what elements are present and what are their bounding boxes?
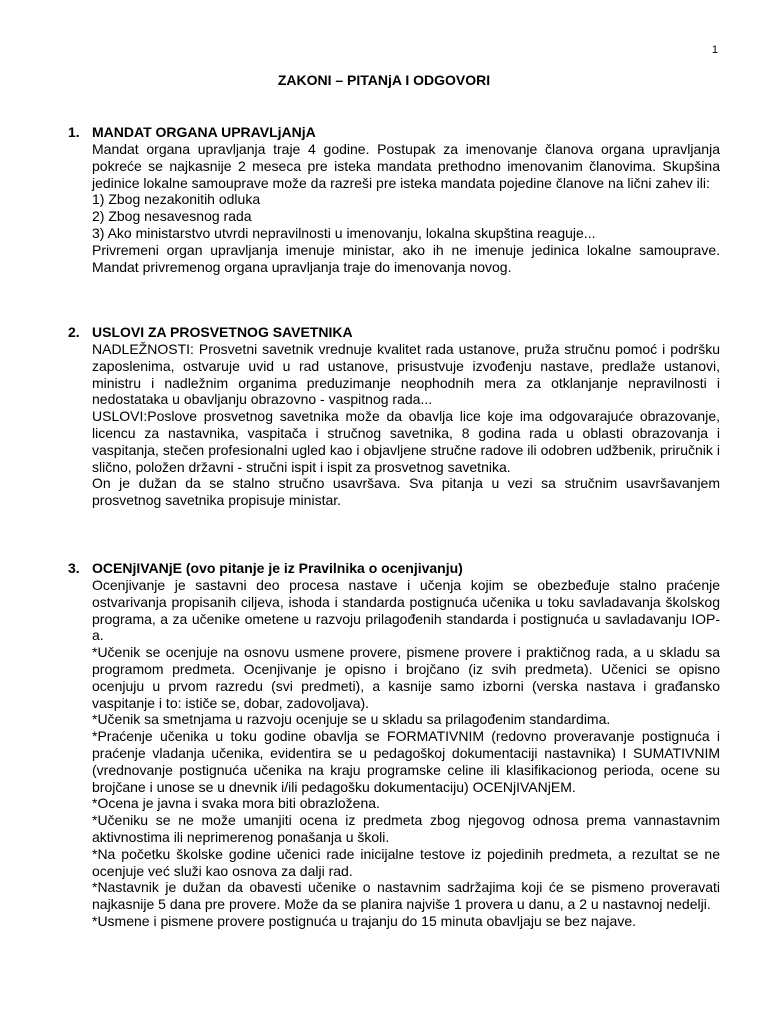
- section-body: [92, 141, 720, 275]
- paragraph: NADLEŽNOSTI: Prosvetni savetnik vrednuje kvalitet rada ustanove, pruža stručnu pomoć i podršku zaposlenima, ostvaruje uvid u rad ustanove, prisustvuje izvođenju nastave, predlaže ustanovi, ministru i nadležnim organima preduzimanje neophodnih mera za otklanjanje nepravilnosti i nedostataka u obavljanju obrazovno - vaspitnog rada...: [92, 341, 720, 408]
- section-mandat: [68, 124, 720, 275]
- list-item: 1) Zbog nezakonitih odluka: [92, 191, 261, 208]
- paragraph: *Nastavnik je dužan da obavesti učenike o nastavnim sadržajima koji će se pismeno proveravati najkasnije 5 dana pre provere. Može da se planira najviše 1 provera u danu, a 2 u nastavnoj nedelji.: [92, 879, 720, 913]
- section-heading: [68, 124, 720, 141]
- section-title: OCENjIVANjE (ovo pitanje je iz Pravilnika o ocenjivanju): [92, 560, 463, 576]
- section-body: [92, 577, 720, 930]
- document-title: ZAKONI – PITANjA I ODGOVORI: [277, 72, 491, 88]
- paragraph: Mandat organa upravljanja traje 4 godine. Postupak za imenovanje članova organa upravljanja pokreće se najkasnije 2 meseca pre isteka mandata prethodno imenovanim članovima. Skupšina jedinice lokalne samouprave može da razreši pre isteka mandata pojedine članove na lični zahev ili:: [92, 141, 720, 191]
- section-ocenjivanje: [68, 560, 720, 930]
- section-prosvetni-savetnik: [68, 324, 720, 509]
- paragraph: *Učenik se ocenjuje na osnovu usmene provere, pismene provere i praktičnog rada, a u skladu sa programom predmeta. Ocenjivanje je opisno i brojčano (iz svih predmeta). Učenici se opisno ocenjuju u prvom razredu (svi predmeti), a kasnije samo izborni (verska nastava i građansko vaspitanje i to: ističe se, dobar, zadovoljava).: [92, 644, 720, 711]
- section-number: 1.: [68, 124, 80, 140]
- paragraph: USLOVI:Poslove prosvetnog savetnika može da obavlja lice koje ima odgovarajuće obrazovanje, licencu za nastavnika, vaspitača i stručnog savetnika, 8 godina rada u oblasti obrazovanja i vaspitanja, stečen profesionalni ugled kao i objavljene stručne radove ili odobren udžbenik, priručnik i slično, položen državni - stručni ispit i ispit za prosvetnog savetnika.: [92, 408, 720, 475]
- section-number: 3.: [68, 560, 80, 576]
- paragraph: *Učeniku se ne može umanjiti ocena iz predmeta zbog njegovog odnosa prema vannastavnim aktivnostima ili neprimerenog ponašanja u školi.: [92, 812, 720, 845]
- paragraph: Privremeni organ upravljanja imenuje ministar, ako ih ne imenuje jedinica lokalne samouprave. Mandat privremenog organa upravljanja traje do imenovanja novog.: [92, 241, 720, 275]
- paragraph: On je dužan da se stalno stručno usavršava. Sva pitanja u vezi sa stručnim usavršavanjem prosvetnog savetnika propisuje ministar.: [92, 475, 720, 509]
- paragraph: Ocenjivanje je sastavni deo procesa nastave i učenja kojim se obezbeđuje stalno praćenje ostvarivanja propisanih ciljeva, ishoda i standarda postignuća učenika u toku savladavanja školskog programa, a za učenike ometene u razvoju prilagođenih standarda i postignuća u savladavanju IOP-a.: [92, 577, 720, 644]
- section-heading: [68, 324, 720, 341]
- section-number: 2.: [68, 324, 80, 340]
- paragraph: *Ocena je javna i svaka mora biti obrazložena.: [92, 795, 380, 812]
- paragraph: *Učenik sa smetnjama u razvoju ocenjuje se u skladu sa prilagođenim standardima.: [92, 711, 611, 728]
- section-title: USLOVI ZA PROSVETNOG SAVETNIKA: [92, 324, 353, 340]
- paragraph: *Na početku školske godine učenici rade inicijalne testove iz pojedinih predmeta, a rezultat se ne ocenjuje već služi kao osnova za dalji rad.: [92, 845, 720, 879]
- page-number: 1: [711, 44, 718, 56]
- list-item: 3) Ako ministarstvo utvrdi nepravilnosti u imenovanju, lokalna skupština reaguje...: [92, 224, 596, 241]
- paragraph: *Usmene i pismene provere postignuća u trajanju do 15 minuta obavljaju se bez najave.: [92, 912, 636, 929]
- section-body: [92, 341, 720, 509]
- list-item: 2) Zbog nesavesnog rada: [92, 208, 252, 225]
- paragraph: *Praćenje učenika u toku godine obavlja se FORMATIVNIM (redovno proveravanje postignuća i praćenje vladanja učenika, evidentira se u pedagoškoj dokumentaciji nastavnika) I SUMATIVNIM (vrednovanje postignuća učenika na kraju programske celine ili klasifikacionog perioda, ocene su brojčane i unose se u dnevnik i/ili pedagošku dokumentaciju) OCENjIVANjEM.: [92, 728, 720, 795]
- section-heading: [68, 560, 720, 577]
- section-title: MANDAT ORGANA UPRAVLjANjA: [92, 124, 316, 140]
